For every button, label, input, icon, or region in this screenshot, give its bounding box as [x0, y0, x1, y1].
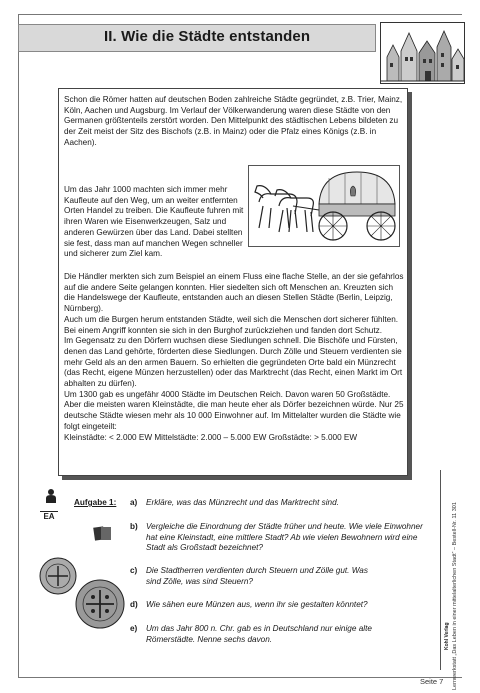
sidebar-divider — [440, 470, 441, 670]
books-icon — [92, 524, 114, 542]
city-classification: Kleinstädte: < 2.000 EW Mittelstädte: 2.000 – 5.000 EW Großstädte: > 5.000 EW — [64, 432, 358, 442]
task-letter: a) — [130, 498, 138, 507]
task-letter: b) — [130, 522, 138, 531]
task-a — [130, 498, 339, 509]
page-number: Seite 7 — [420, 677, 444, 686]
paragraph-roman-cities: Schon die Römer hatten auf deutschen Boden zahlreiche Städte gegründet, z.B. Trier, Mainz, Köln, Aachen und Augsburg. Im Verlauf der Völkerwanderung waren diese Städte von den Germanen größtenteils zerstört worden. Den Mittelpunkt des städtischen Lebens bildeten zu der Zeit meist der Sitz des Bischofs (z.B. in Mainz) oder die Pfalz eines Königs (z.B. in Aachen). — [64, 95, 403, 147]
sidebar-publisher-info: Lernwerkstatt „Das Leben in einer mittelalterlichen Stadt“ – Bestell-Nr. 11 301 — [452, 502, 458, 690]
publisher-logo — [444, 622, 450, 650]
task-e — [130, 624, 391, 645]
task-text: Um das Jahr 800 n. Chr. gab es in Deutschland nur einige alte Römerstädte. Nenne sechs davon. — [146, 624, 372, 644]
work-mode-icon-group — [40, 488, 66, 521]
task-letter: e) — [130, 624, 138, 633]
task-b — [130, 522, 436, 554]
task-letter: c) — [130, 566, 138, 575]
work-mode-label: EA — [40, 511, 58, 521]
task-c — [130, 566, 376, 587]
publisher-name: Kohl Verlag — [444, 622, 450, 650]
task-letter: d) — [130, 600, 138, 609]
paragraph-castles: Auch um die Burgen herum entstanden Städte, weil sich die Menschen dort sicherer fühlten. Bei einem Angriff konnten sie sich in den Burghof zurückziehen und fanden dort Schutz. — [64, 314, 399, 335]
paragraph-river-crossings: Die Händler merkten sich zum Beispiel an einem Fluss eine flache Stelle, an der sie gefahrlos auf die andere Seite gelangen konnten. Hier siedelten sich oft Menschen an. Kreuzten sich die Handelswege der Kaufleute, entstanden auch an diesen Stellen Städte (Berlin, Leipzig, Nürnberg). — [64, 272, 404, 314]
main-text-block — [64, 272, 404, 443]
paragraph-1300: Um 1300 gab es ungefähr 4000 Städte im Deutschen Reich. Davon waren 50 Großstädte. Aber die meisten waren Kleinstädte, die man heute eher als Dörfer bezeichnen würde. Nur 25 deutsche Städte wiesen mehr als 10 000 Einwohner auf. Im Mittelalter wurden die Städte wie folgt eingeteilt: — [64, 389, 404, 431]
task-text: Erkläre, was das Münzrecht und das Marktrecht sind. — [146, 498, 339, 507]
paragraph-growth: Im Gegensatz zu den Dörfern wuchsen diese Siedlungen schnell. Die Bischöfe und Fürsten, denen das Land gehörte, förderten diese Siedlungen. Durch Zölle und Steuern verdienten sie mehr Geld als an den armen Bauern. So erhielten die gegründeten Orte bald ein Münzrecht (das Recht, eigene Münzen herzustellen) oder das Marktrecht (das Recht, einen Markt im Ort abhalten zu dürfen). — [64, 336, 403, 389]
page-title: II. Wie die Städte entstanden — [104, 28, 311, 45]
single-person-icon — [40, 488, 62, 504]
task-text: Die Stadtherren verdienten durch Steuern und Zölle gut. Was sind Zölle, was sind Steuern? — [146, 566, 368, 586]
coins-illustration — [38, 556, 130, 632]
task-text: Vergleiche die Einordnung der Städte früher und heute. Wie viele Einwohner hat eine Kleinstadt, eine mittlere Stadt? Ab wie vielen Bewohnern wird eine Stadt als Großstadt bezeichnet? — [146, 522, 423, 553]
paragraph-merchants: Um das Jahr 1000 machten sich immer mehr Kaufleute auf den Weg, um an weiter entfernten Orten Handel zu treiben. Die Kaufleute fuhren mit ihren Waren wie Eisenwerkzeugen, Salz und anderen Gewürzen über das Land. Dabei stellten sie fest, dass man auf manchen Wegen schneller und sicherer zum Ziel kam. — [64, 185, 244, 259]
task-d — [130, 600, 368, 611]
task-heading: Aufgabe 1: — [74, 498, 117, 507]
horse-carriage-illustration — [248, 165, 400, 247]
task-text: Wie sähen eure Münzen aus, wenn ihr sie gestalten könntet? — [146, 600, 368, 609]
town-illustration — [380, 22, 465, 84]
